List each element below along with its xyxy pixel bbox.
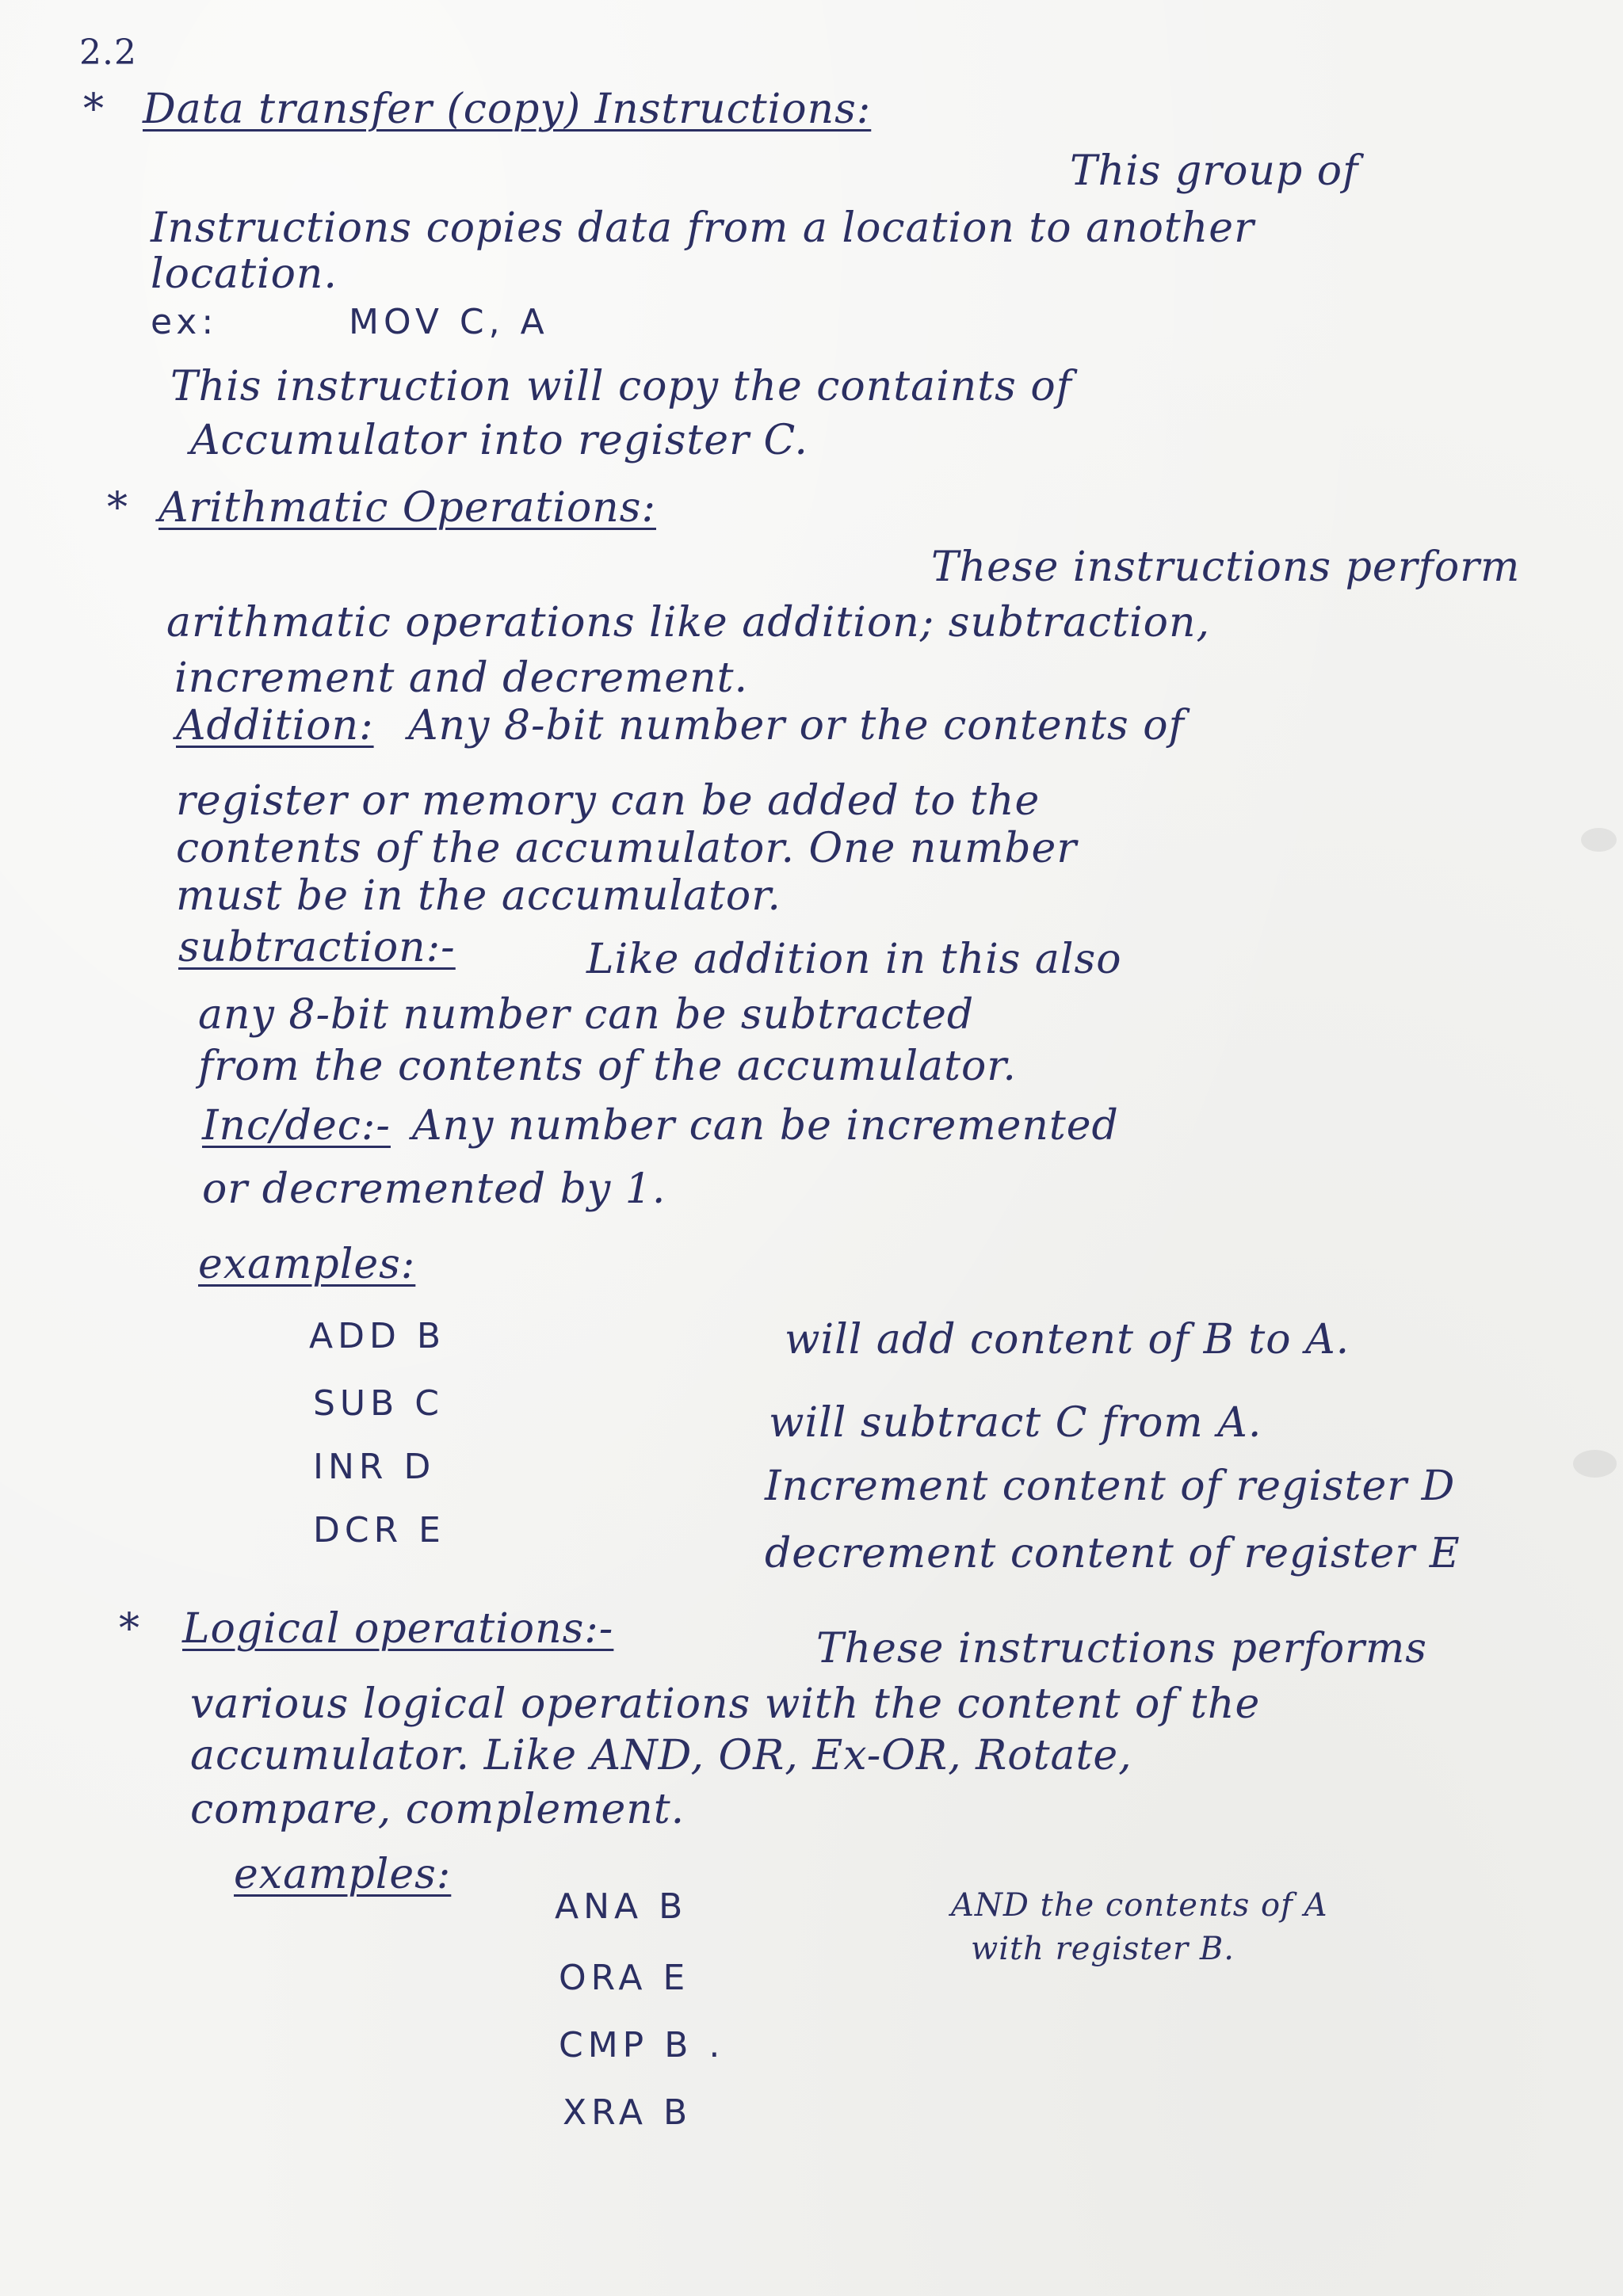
paper-smudge: [1581, 828, 1617, 852]
text-line: These instructions performs: [816, 1625, 1427, 1672]
example-desc: decrement content of register E: [765, 1530, 1461, 1577]
label-addition: Addition:: [176, 702, 374, 749]
section-heading-arithmetic: Arithmatic Operations:: [158, 484, 656, 532]
text-line: accumulator. Like AND, OR, Ex-OR, Rotate,: [190, 1732, 1132, 1779]
text-line: contents of the accumulator. One number: [176, 825, 1078, 872]
text-line: register or memory can be added to the: [176, 777, 1041, 825]
text-line: Any 8-bit number or the contents of: [408, 702, 1185, 749]
label-incdec: Inc/dec:-: [202, 1102, 391, 1150]
text-line: This instruction will copy the containts of: [170, 363, 1072, 410]
text-line: must be in the accumulator.: [176, 872, 781, 920]
example-label: ex:: [151, 302, 219, 342]
bullet: *: [107, 484, 128, 532]
example-code: SUB C: [313, 1383, 445, 1424]
text-line: compare, complement.: [190, 1786, 685, 1833]
text-line: arithmatic operations like addition; subtraction,: [166, 599, 1210, 646]
example-code: INR D: [313, 1447, 436, 1487]
bullet: *: [119, 1605, 140, 1653]
label-examples: examples:: [234, 1851, 452, 1898]
label-subtraction: subtraction:-: [178, 924, 456, 971]
text-line: These instructions perform: [931, 543, 1521, 591]
example-code: DCR E: [313, 1510, 445, 1550]
example-code: ADD B: [309, 1316, 446, 1356]
example-note: AND the contents of A: [951, 1887, 1328, 1924]
section-heading-data-transfer: Data transfer (copy) Instructions:: [143, 86, 872, 133]
example-code: XRA B: [563, 2092, 693, 2133]
text-line: location.: [151, 250, 338, 298]
text-line: Any number can be incremented: [412, 1102, 1119, 1150]
example-code: ANA B: [555, 1886, 688, 1927]
text-line: or decremented by 1.: [202, 1165, 666, 1213]
example-desc: will add content of B to A.: [785, 1316, 1350, 1363]
example-code: MOV C, A: [349, 302, 549, 342]
bullet: *: [83, 86, 105, 133]
example-code: ORA E: [559, 1958, 690, 1998]
text-line: Instructions copies data from a location to another: [151, 204, 1254, 252]
example-code: CMP B .: [559, 2025, 725, 2065]
example-desc: Increment content of register D: [765, 1463, 1456, 1510]
page-number: 2.2: [79, 32, 137, 73]
label-examples: examples:: [198, 1241, 416, 1288]
text-line: Accumulator into register C.: [190, 417, 808, 464]
paper-smudge: [1573, 1450, 1617, 1478]
text-line: Like addition in this also: [586, 936, 1122, 983]
section-heading-logical: Logical operations:-: [182, 1605, 614, 1653]
text-line: This group of: [1070, 147, 1359, 195]
text-line: from the contents of the accumulator.: [198, 1043, 1017, 1090]
text-line: any 8-bit number can be subtracted: [198, 991, 975, 1039]
example-desc: will subtract C from A.: [769, 1399, 1262, 1447]
example-note: with register B.: [971, 1931, 1235, 1967]
text-line: increment and decrement.: [174, 654, 748, 702]
text-line: various logical operations with the content of the: [190, 1680, 1261, 1728]
